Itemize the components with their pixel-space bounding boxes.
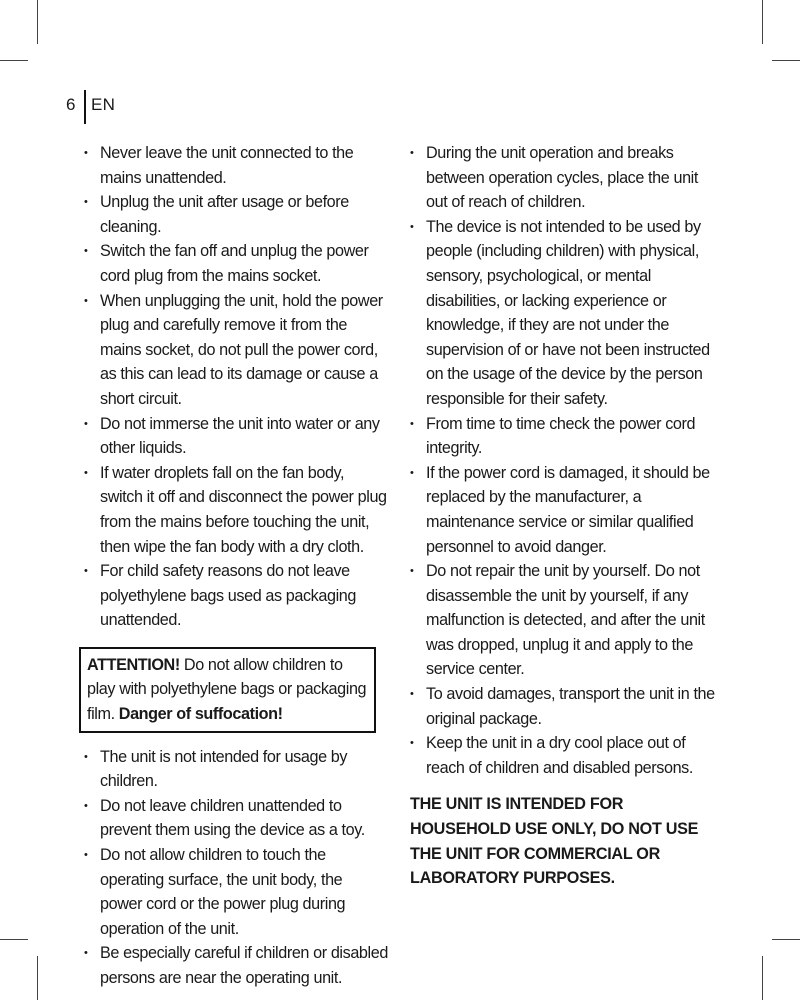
crop-mark: [0, 939, 28, 940]
list-item: • Never leave the unit connected to the mains unattended.: [84, 141, 388, 190]
list-item: • Unplug the unit after usage or before cleaning.: [84, 190, 388, 239]
list-item: • If the power cord is damaged, it should be replaced by the manufacturer, a maintenance service or similar qualified personnel to avoid danger.: [410, 461, 715, 559]
bullet-icon: •: [84, 565, 88, 578]
list-item: • During the unit operation and breaks between operation cycles, place the unit out of reach of children.: [410, 141, 715, 215]
crop-mark: [37, 956, 38, 1000]
bullet-icon: •: [410, 565, 414, 578]
bullet-icon: •: [84, 245, 88, 258]
bullet-icon: •: [84, 947, 88, 960]
list-item: • Do not leave children unattended to prevent them using the device as a toy.: [84, 794, 388, 843]
bullet-icon: •: [410, 220, 414, 233]
bullet-icon: •: [84, 849, 88, 862]
crop-mark: [0, 60, 28, 61]
page-number: 6: [66, 95, 76, 114]
crop-mark: [762, 956, 763, 1000]
crop-mark: [762, 0, 763, 44]
list-item: • Do not immerse the unit into water or any other liquids.: [84, 412, 388, 461]
list-item: • For child safety reasons do not leave polyethylene bags used as packaging unattended.: [84, 559, 388, 633]
bullet-icon: •: [84, 799, 88, 812]
safety-list-left-b: [84, 745, 388, 991]
bullet-icon: •: [84, 196, 88, 209]
safety-list-left-a: [84, 141, 388, 633]
attention-box: [79, 647, 376, 733]
bullet-icon: •: [84, 147, 88, 159]
bullet-icon: •: [84, 750, 88, 763]
list-item: • To avoid damages, transport the unit in the original package.: [410, 682, 715, 731]
list-item: • Be especially careful if children or disabled persons are near the operating unit.: [84, 941, 388, 990]
attention-text: Do not allow children to play with polyethylene bags or packaging film.: [87, 655, 367, 724]
list-item: • From time to time check the power cord integrity.: [410, 412, 715, 461]
household-use-notice: THE UNIT IS INTENDED FOR HOUSEHOLD USE ONLY, DO NOT USE THE UNIT FOR COMMERCIAL OR LABORATORY PURPOSES.: [410, 795, 699, 888]
list-item: • The unit is not intended for usage by children.: [84, 745, 388, 794]
bullet-icon: •: [410, 147, 414, 159]
list-item: • The device is not intended to be used by people (including children) with physical, sensory, psychological, or mental disabilities, or lacking experience or knowledge, if they are not under the supervision of or have not been instructed on the usage of the device by the person responsible for their safety.: [410, 215, 715, 412]
left-column: [84, 141, 388, 991]
crop-mark: [772, 60, 800, 61]
danger-warning: Danger of suffocation!: [118, 705, 283, 724]
bullet-icon: •: [410, 688, 414, 701]
list-item: • Do not repair the unit by yourself. Do not disassemble the unit by yourself, if any malfunction is detected, and after the unit was dropped, unplug it and apply to the service center.: [410, 559, 715, 682]
bullet-icon: •: [410, 737, 414, 750]
safety-list-right: [410, 141, 715, 780]
bullet-icon: •: [410, 466, 414, 479]
list-item: • If water droplets fall on the fan body, switch it off and disconnect the power plug from the mains before touching the unit, then wipe the fan body with a dry cloth.: [84, 461, 388, 559]
attention-label: ATTENTION!: [87, 655, 180, 674]
list-item: • Do not allow children to touch the operating surface, the unit body, the power cord or the power plug during operation of the unit.: [84, 843, 388, 941]
bullet-icon: •: [84, 294, 88, 307]
crop-mark: [37, 0, 38, 44]
crop-mark: [772, 939, 800, 940]
list-item: • When unplugging the unit, hold the power plug and carefully remove it from the mains socket, do not pull the power cord, as this can lead to its damage or cause a short circuit.: [84, 289, 388, 412]
language-code: EN: [91, 95, 116, 114]
list-item: • Switch the fan off and unplug the power cord plug from the mains socket.: [84, 239, 388, 288]
bullet-icon: •: [84, 466, 88, 479]
list-item: • Keep the unit in a dry cool place out of reach of children and disabled persons.: [410, 731, 715, 780]
right-column: [410, 141, 715, 891]
bullet-icon: •: [84, 417, 88, 430]
header-divider: [84, 90, 86, 124]
bullet-icon: •: [410, 417, 414, 430]
